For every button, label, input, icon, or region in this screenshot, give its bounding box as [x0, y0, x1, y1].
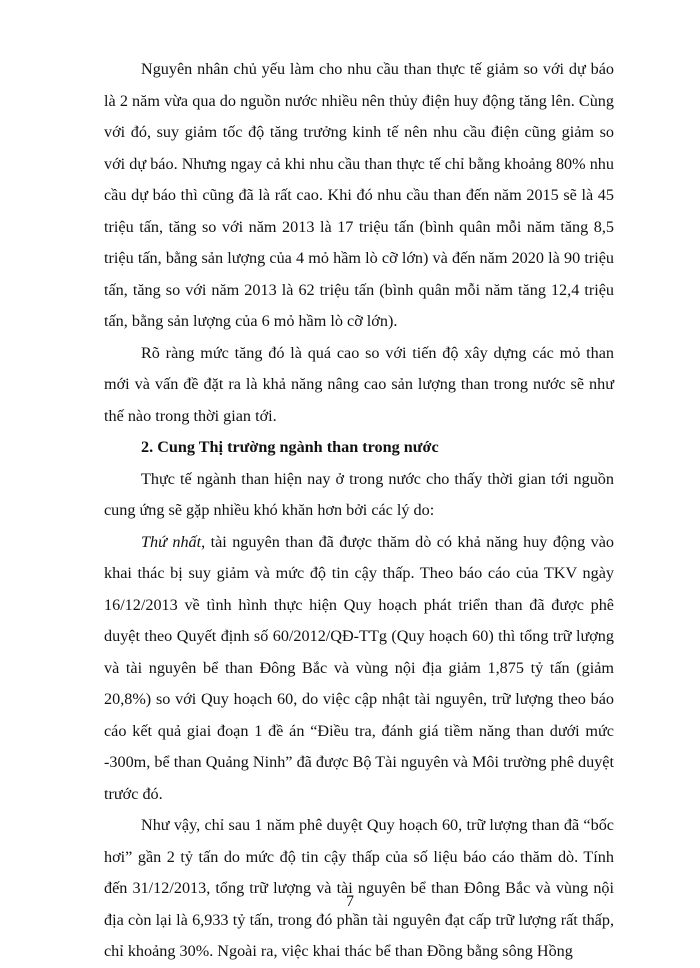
- paragraph-growth-rate: Rõ ràng mức tăng đó là quá cao so với tiến độ xây dựng các mỏ than mới và vấn đề đặt ra là khả năng nâng cao sản lượng than trong nước sẽ như thế nào trong thời gian tới.: [104, 343, 614, 425]
- page-number: 7: [346, 893, 354, 910]
- first-reason-text: , tài nguyên than đã được thăm dò có khả năng huy động vào khai thác bị suy giảm và mức độ tin cậy thấp. Theo báo cáo của TKV ngày 16/12/2013 về tình hình thực hiện Quy hoạch phát triển than đã được phê duyệt theo Quyết định số 60/2012/QĐ-TTg (Quy hoạch 60) thì tổng trữ lượng và tài nguyên bể than Đông Bắc và vùng nội địa giảm 1,875 tỷ tấn (giảm 20,8%) so với Quy hoạch 60, do việc cập nhật tài nguyên, trữ lượng theo báo cáo kết quả giai đoạn 1 đề án “Điều tra, đánh giá tiềm năng than dưới mức -300m, bể than Quảng Ninh” đã được Bộ Tài nguyên và Môi trường phê duyệt trước đó.: [104, 532, 614, 803]
- section-heading: 2. Cung Thị trường ngành than trong nước: [141, 438, 439, 456]
- paragraph-coal-demand: Nguyên nhân chủ yếu làm cho nhu cầu than thực tế giảm so với dự báo là 2 năm vừa qua do nguồn nước nhiều nên thủy điện huy động tăng lên. Cùng với đó, suy giảm tốc độ tăng trưởng kinh tế nên nhu cầu điện cũng giảm so với dự báo. Nhưng ngay cả khi nhu cầu than thực tế chỉ bằng khoảng 80% nhu cầu dự báo thì cũng đã là rất cao. Khi đó nhu cầu than đến năm 2015 sẽ là 45 triệu tấn, tăng so với năm 2013 là 17 triệu tấn (bình quân mỗi năm tăng 8,5 triệu tấn, bằng sản lượng của 4 mỏ hầm lò cỡ lớn) và đến năm 2020 là 90 triệu tấn, tăng so với năm 2013 là 62 triệu tấn (bình quân mỗi năm tăng 12,4 triệu tấn, bằng sản lượng của 6 mỏ hầm lò cỡ lớn).: [104, 60, 614, 330]
- document-body: [104, 54, 614, 968]
- paragraph-supply-intro: Thực tế ngành than hiện nay ở trong nước cho thấy thời gian tới nguồn cung ứng sẽ gặp nhiều khó khăn hơn bởi các lý do:: [104, 469, 614, 519]
- first-reason-lead: Thứ nhất: [141, 532, 202, 551]
- paragraph-reserve-loss: Như vậy, chỉ sau 1 năm phê duyệt Quy hoạch 60, trữ lượng than đã “bốc hơi” gần 2 tỷ tấn do mức độ tin cậy thấp của số liệu báo cáo thăm dò. Tính đến 31/12/2013, tổng trữ lượng và tài nguyên bể than Đông Bắc và vùng nội địa còn lại là 6,933 tỷ tấn, trong đó phần tài nguyên đạt cấp trữ lượng rất thấp, chỉ khoảng 30%. Ngoài ra, việc khai thác bể than Đồng bằng sông Hồng: [104, 816, 614, 960]
- paragraph-first-reason: [104, 527, 614, 811]
